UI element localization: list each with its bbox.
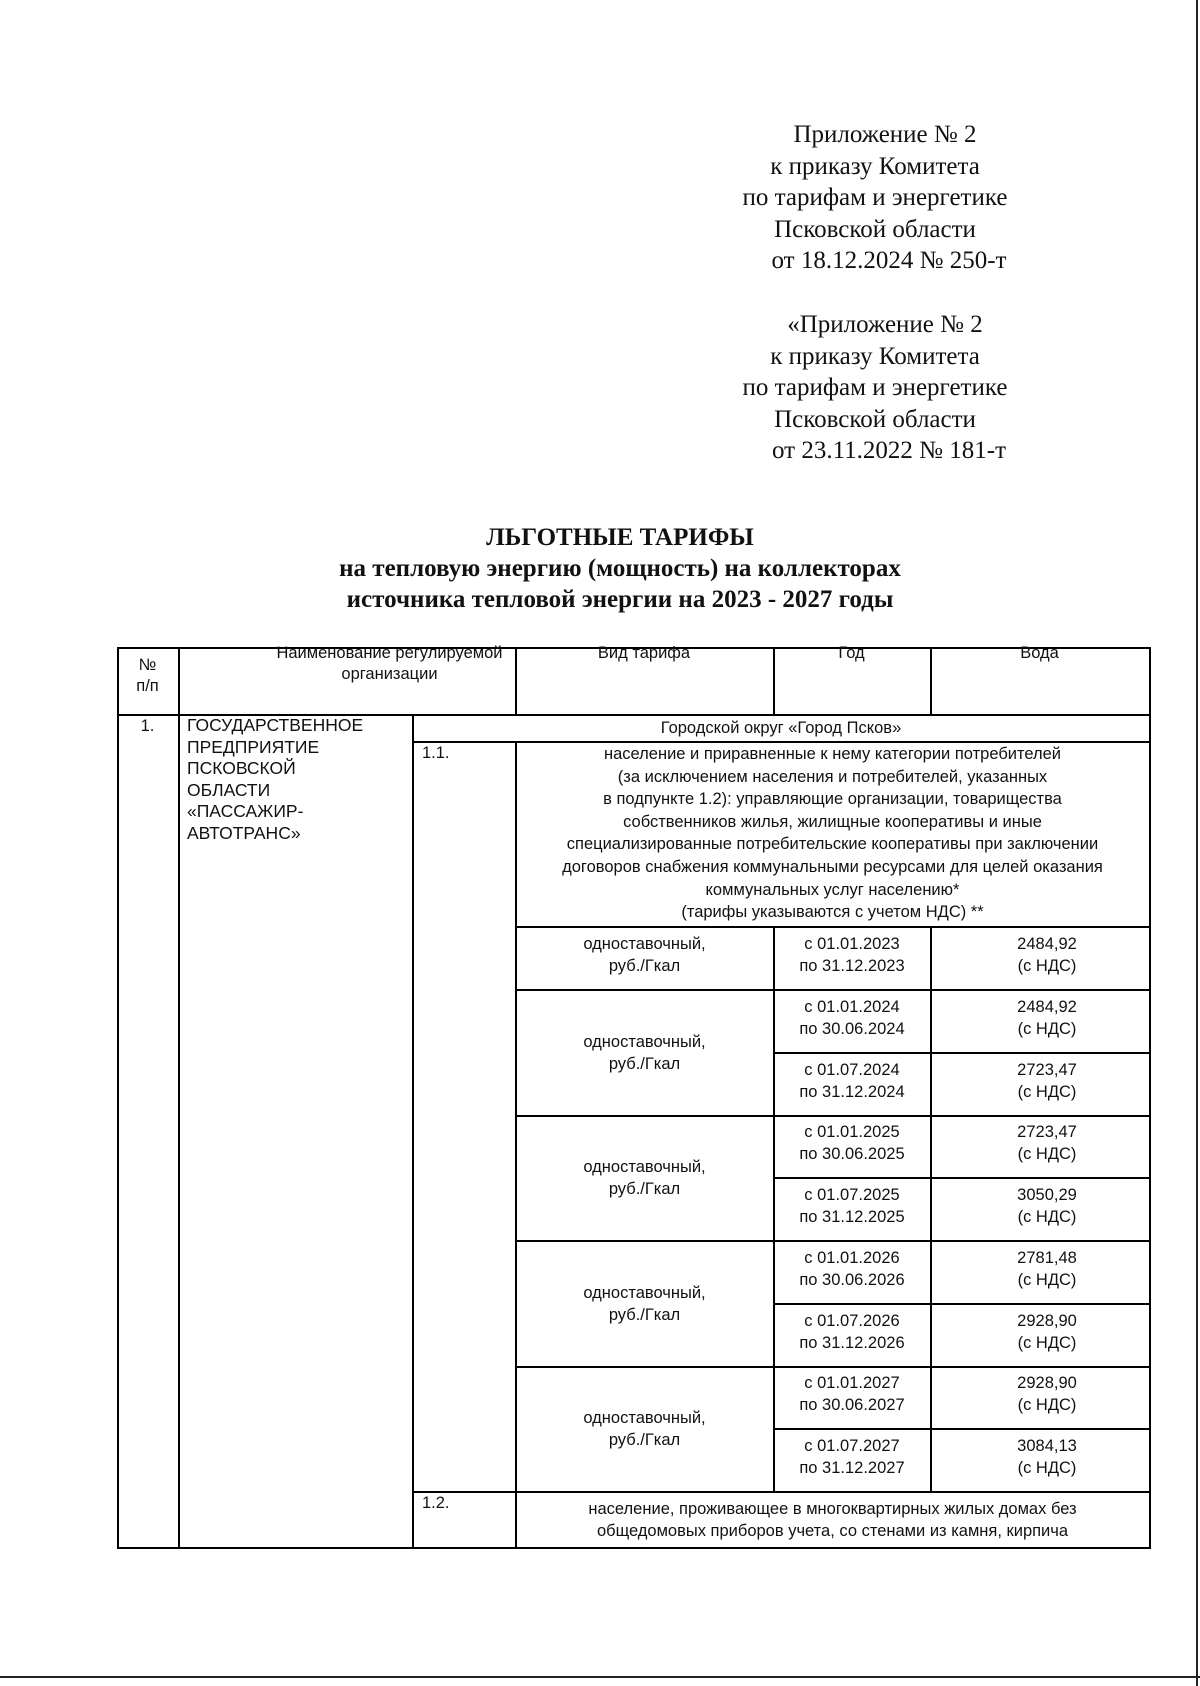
table-border [515,1115,1151,1117]
tariff-type-cell [516,1031,773,1075]
appendix-line: по тарифам и энергетике [742,184,1008,211]
cell-text: 3050,29 [1017,1186,1077,1204]
cell-text: в подпункте 1.2): управляющие организации, товарищества [603,790,1062,809]
period-cell [774,1059,930,1103]
cell-text: ГОСУДАРСТВЕННОЕ [187,715,364,735]
appendix-line: Приложение № 2 [793,121,977,148]
tariff-value-cell [931,996,1149,1040]
consumer-category-description [516,743,1149,924]
cell-text: ПСКОВСКОЙ [187,758,296,779]
cell-text: (с НДС) [1017,1083,1077,1101]
cell-text: (с НДС) [1017,1459,1077,1477]
cell-text: по 31.12.2024 [799,1083,905,1101]
table-border [1149,647,1151,1549]
cell-text: 1.1. [422,744,450,762]
tariff-type-cell [516,933,773,977]
period-cell [774,1435,930,1479]
appendix-header-current [705,119,1045,277]
table-border [412,1491,1151,1493]
subrow-number [422,742,512,764]
tariff-type-cell [516,1282,773,1326]
cell-text: с 01.07.2027 [804,1437,900,1455]
cell-text: с 01.07.2025 [804,1186,900,1204]
cell-text: собственников жилья, жилищные кооперативы и иные [623,812,1042,831]
cell-text: руб./Гкал [608,1431,681,1449]
table-border [178,647,180,1549]
table-border [117,647,119,1549]
cell-text: с 01.07.2026 [804,1312,900,1330]
subrow-number [422,1492,512,1514]
cell-text: одноставочный, [583,1409,706,1427]
table-border [515,1240,1151,1242]
cell-text: (с НДС) [1017,1145,1077,1163]
cell-text: по 31.12.2023 [799,957,905,975]
appendix-line: от 23.11.2022 № 181-т [771,437,1007,464]
cell-text: по 31.12.2027 [799,1459,905,1477]
cell-text: 1.2. [422,1494,450,1512]
appendix-line: к приказу Комитета [770,342,980,370]
cell-text: 1. [140,717,155,735]
header-text: п/п [136,677,159,695]
cell-text: «ПАССАЖИР- [187,801,304,822]
cell-text: по 30.06.2027 [799,1396,905,1414]
cell-text: (за исключением населения и потребителей, указанных [617,767,1048,786]
row-number [117,715,178,737]
document-title [240,522,1000,615]
cell-text: население, проживающее в многоквартирных жилых домах без [588,1500,1077,1518]
cell-text: ОБЛАСТИ [187,779,271,800]
tariff-value-cell [931,1435,1149,1479]
cell-text: по 31.12.2025 [799,1208,905,1226]
header-tariff-type [515,643,773,664]
cell-text: специализированные потребительские кооперативы при заключении [566,835,1099,854]
cell-text: 2928,90 [1017,1312,1077,1330]
header-num [117,655,178,697]
period-cell [774,1310,930,1354]
cell-text: с 01.01.2024 [804,998,900,1016]
table-border [773,1177,1151,1179]
table-border [515,989,1151,991]
header-text: Год [838,644,865,662]
cell-text: (с НДС) [1017,1208,1077,1226]
cell-text: с 01.07.2024 [804,1061,900,1079]
appendix-header-previous [705,309,1045,467]
period-cell [774,1121,930,1165]
appendix-line: «Приложение № 2 [787,311,983,338]
cell-text: руб./Гкал [608,1180,681,1198]
cell-text: по 31.12.2026 [799,1334,905,1352]
tariff-type-cell [516,1407,773,1451]
appendix-line: к приказу Комитета [770,152,980,180]
tariff-type-cell [516,1156,773,1200]
table-border [412,714,414,1549]
cell-text: одноставочный, [583,1033,706,1051]
tariff-value-cell [931,1184,1149,1228]
cell-text: с 01.01.2027 [804,1374,900,1392]
header-text: организации [341,665,438,683]
period-cell [774,1372,930,1416]
title-line: ЛЬГОТНЫЕ ТАРИФЫ [486,524,754,551]
header-water [930,643,1149,664]
tariff-value-cell [931,1059,1149,1103]
organization-name [187,715,411,845]
cell-text: ПРЕДПРИЯТИЕ [187,736,320,757]
cell-text: (с НДС) [1017,957,1077,975]
title-line: на тепловую энергию (мощность) на коллекторах [339,555,901,582]
table-border [117,1547,1151,1549]
table-border [773,1052,1151,1054]
period-cell [774,1184,930,1228]
page-edge [0,1676,1200,1678]
tariff-table [117,644,1151,1549]
cell-text: с 01.01.2025 [804,1123,900,1141]
table-border [773,1428,1151,1430]
header-text: Вид тарифа [597,644,691,662]
cell-text: АВТОТРАНС» [187,822,301,843]
cell-text: одноставочный, [583,935,706,953]
cell-text: одноставочный, [583,1158,706,1176]
cell-text: 2484,92 [1017,935,1077,953]
cell-text: (с НДС) [1017,1271,1077,1289]
period-cell [774,1247,930,1291]
cell-text: Городской округ «Город Псков» [660,719,902,737]
tariff-value-cell [931,1247,1149,1291]
header-text: Вода [1020,644,1059,662]
tariff-value-cell [931,1372,1149,1416]
tariff-value-cell [931,1310,1149,1354]
period-cell [774,996,930,1040]
appendix-line: Псковской области [774,405,976,433]
tariff-value-cell [931,933,1149,977]
cell-text: по 30.06.2026 [799,1271,905,1289]
cell-text: общедомовых приборов учета, со стенами из камня, кирпича [596,1522,1069,1540]
cell-text: руб./Гкал [608,1306,681,1324]
cell-text: (с НДС) [1017,1334,1077,1352]
consumer-category-description [516,1498,1149,1542]
cell-text: руб./Гкал [608,1055,681,1073]
page-edge [1196,0,1198,1686]
title-line: источника тепловой энергии на 2023 - 2027 годы [346,586,894,613]
cell-text: по 30.06.2024 [799,1020,905,1038]
table-border [773,1303,1151,1305]
cell-text: 2781,48 [1017,1249,1077,1267]
cell-text: (с НДС) [1017,1020,1077,1038]
cell-text: 2484,92 [1017,998,1077,1016]
cell-text: по 30.06.2025 [799,1145,905,1163]
cell-text: одноставочный, [583,1284,706,1302]
header-text: № [138,656,157,674]
cell-text: (с НДС) [1017,1396,1077,1414]
cell-text: население и приравненные к нему категории потребителей [603,745,1062,763]
cell-text: договоров снабжения коммунальными ресурсами для целей оказания [562,857,1103,876]
appendix-line: по тарифам и энергетике [742,374,1008,401]
header-text: Наименование регулируемой [276,644,503,662]
cell-text: (тарифы указываются с учетом НДС) ** [681,903,984,922]
cell-text: 3084,13 [1017,1437,1077,1455]
appendix-line: Псковской области [774,215,976,243]
district-name [413,717,1149,739]
cell-text: коммунальных услуг населению* [705,880,960,899]
tariff-value-cell [931,1121,1149,1165]
header-year [773,643,930,664]
cell-text: 2928,90 [1017,1374,1077,1392]
cell-text: с 01.01.2026 [804,1249,900,1267]
cell-text: 2723,47 [1017,1061,1077,1079]
cell-text: 2723,47 [1017,1123,1077,1141]
period-cell [774,933,930,977]
table-border [515,1366,1151,1368]
cell-text: руб./Гкал [608,957,681,975]
cell-text: с 01.01.2023 [804,935,900,953]
appendix-line: от 18.12.2024 № 250-т [771,247,1007,274]
table-border [515,926,1151,928]
